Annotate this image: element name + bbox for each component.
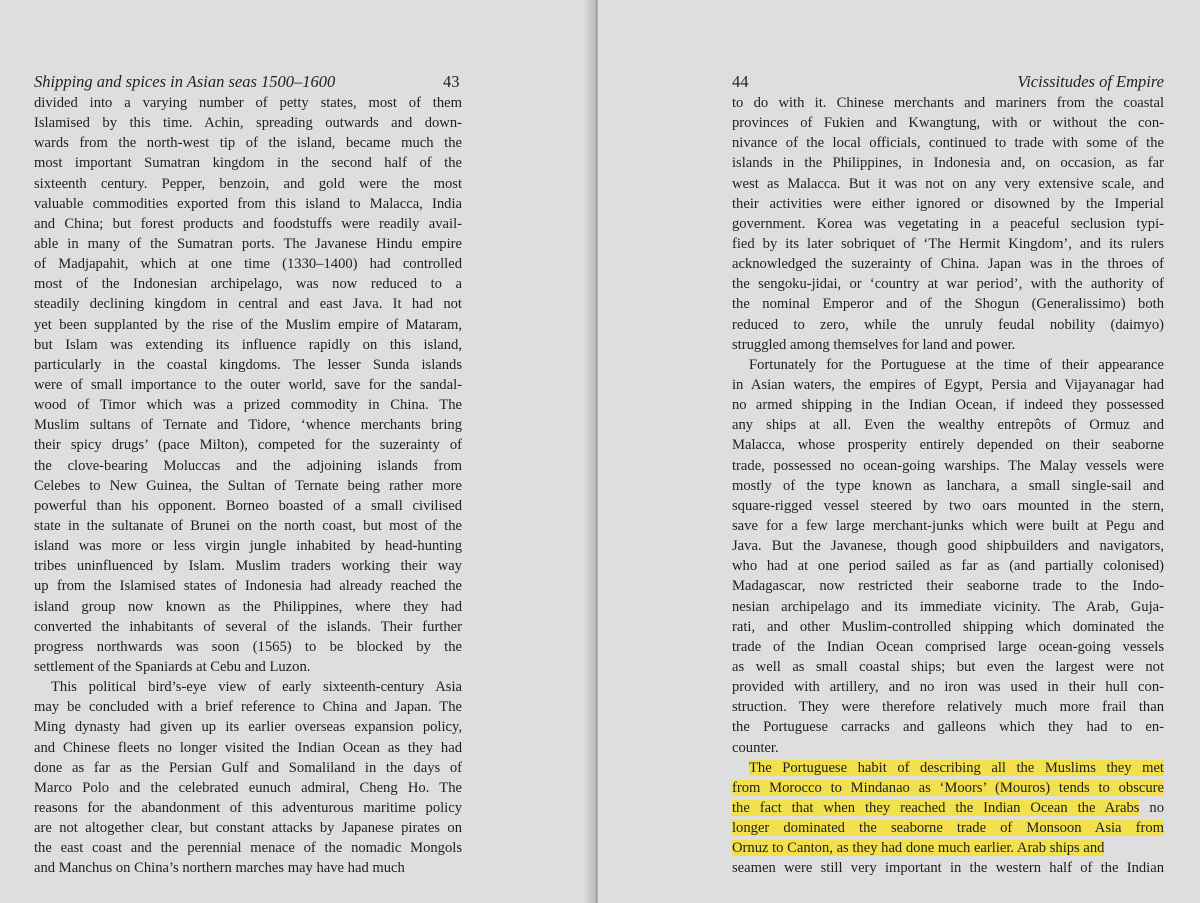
right-page-line: Java. But the Javanese, though good shipbuilders and navigators, [732, 538, 1164, 555]
left-page-line: done as far as the Persian Gulf and Somaliland in the days of [34, 759, 462, 776]
left-page-line: may be concluded with a brief reference to China and Japan. The [34, 699, 462, 716]
left-page-line: island was more or less virgin jungle inhabited by head-hunting [34, 538, 462, 555]
right-page-line: square-rigged vessel steered by two oars mounted in the stern, [732, 497, 1164, 514]
left-page-line: yet been supplanted by the rise of the Muslim empire of Mataram, [34, 316, 462, 333]
left-page-line: powerful than his opponent. Borneo boasted of a small civilised [34, 497, 462, 514]
left-page-line: Ming dynasty had given up its earlier overseas expansion policy, [34, 719, 462, 736]
right-page-line: to do with it. Chinese merchants and mariners from the coastal [732, 95, 1164, 111]
right-page-line: the Portuguese carracks and galleons which they had to en- [732, 719, 1164, 736]
left-page-line: wards from the north-west tip of the island, became much the [34, 135, 462, 152]
left-page-line: settlement of the Spaniards at Cebu and Luzon. [34, 658, 311, 675]
left-page-line: reasons for the abandonment of this adventurous maritime policy [34, 799, 462, 816]
left-page-line: Marco Polo and the celebrated eunuch admiral, Cheng Ho. The [34, 779, 462, 796]
right-page-line: any ships at all. Even the wealthy entrepôts of Ormuz and [732, 417, 1164, 434]
right-page-line: islands in the Philippines, in Indonesia and, on occasion, as far [732, 155, 1164, 172]
left-page-line: This political bird’s-eye view of early sixteenth-century Asia [51, 679, 462, 696]
left-page-line: converted the inhabitants of several of the islands. Their further [34, 618, 462, 635]
right-page [598, 0, 1200, 903]
left-page-line: wood of Timor which was a prized commodity in China. The [34, 397, 462, 414]
left-page-line: the east coast and the perennial menace of the nomadic Mongols [34, 840, 462, 857]
right-page-line: Ornuz to Canton, as they had done much earlier. Arab ships and [732, 840, 1105, 857]
right-page-line: longer dominated the seaborne trade of Monsoon Asia from [732, 820, 1164, 837]
right-page-line: nesian archipelago and its immediate vicinity. The Arab, Guja- [732, 598, 1164, 615]
left-page-line: steadily declining kingdom in central and east Java. It had not [34, 296, 462, 313]
right-page-line: the fact that when they reached the Indian Ocean the Arabs no [732, 799, 1164, 816]
left-page-line: but Islam was extending its influence rapidly on this island, [34, 336, 462, 353]
left-page-line: and China; but forest products and foodstuffs were readily avail- [34, 215, 462, 232]
left-page-line: able in many of the Sumatran ports. The Javanese Hindu empire [34, 235, 462, 252]
right-page-line: rati, and other Muslim-controlled shipping which dominated the [732, 618, 1164, 635]
right-page-line: fied by its later sobriquet of ‘The Hermit Kingdom’, and its rulers [732, 235, 1164, 252]
left-page-line: and Manchus on China’s northern marches may have had much [34, 860, 405, 877]
right-page-number: 44 [732, 72, 749, 91]
left-page-line: up from the Islamised states of Indonesia had already reached the [34, 578, 462, 595]
right-page-line: provided with artillery, and no iron was used in their hull con- [732, 679, 1164, 696]
right-page-line: the sengoku-jidai, or ‘country at war period’, with the authority of [732, 276, 1164, 293]
right-page-line: trade of the Indian Ocean comprised large ocean-going vessels [732, 638, 1164, 655]
left-page-line: their spicy drugs’ (pace Milton), competed for the suzerainty of [34, 437, 462, 454]
right-page-line: nivance of the local officials, continued to trade with some of the [732, 135, 1164, 152]
right-page-line: from Morocco to Mindanao as ‘Moors’ (Mouros) tends to obscure [732, 779, 1164, 796]
right-page-line: as well as small coastal ships; but even the largest were not [732, 658, 1164, 675]
right-page-line: no armed shipping in the Indian Ocean, if indeed they possessed [732, 397, 1164, 414]
right-page-line: Malacca, whose prosperity entirely depended on their seaborne [732, 437, 1164, 454]
left-page-line: Muslim sultans of Ternate and Tidore, ‘whence merchants bring [34, 417, 462, 434]
right-page-line: struction. They were therefore relatively much more frail than [732, 699, 1164, 716]
right-page-body [732, 93, 1164, 878]
left-page-line: state in the sultanate of Brunei on the north coast, but most of the [34, 517, 462, 534]
right-page-line: seamen were still very important in the western half of the Indian [732, 860, 1164, 877]
right-page-line: acknowledged the suzerainty of China. Japan was in the throes of [732, 256, 1164, 273]
left-page-line: and Chinese fleets no longer visited the Indian Ocean as they had [34, 739, 462, 756]
left-running-head: Shipping and spices in Asian seas 1500–1600 [34, 72, 336, 91]
left-page-line: island group now known as the Philippines, where they had [34, 598, 462, 615]
right-running-head: Vicissitudes of Empire [1017, 72, 1164, 91]
left-page-body [34, 93, 462, 878]
right-page-line: struggled among themselves for land and power. [732, 336, 1016, 353]
right-page-line: the nominal Emperor and of the Shogun (Generalissimo) both [732, 296, 1164, 313]
right-page-line: in Asian waters, the empires of Egypt, Persia and Vijayanagar had [732, 376, 1164, 393]
right-page-line: Madagascar, now restricted their seaborne trade to the Indo- [732, 578, 1164, 595]
left-page-number: 43 [443, 72, 460, 91]
right-page-line: save for a few large merchant-junks which were built at Pegu and [732, 517, 1164, 534]
right-page-line: trade, possessed no ocean-going warships. The Malay vessels were [732, 457, 1164, 474]
right-page-line: their activities were either ignored or disowned by the Imperial [732, 195, 1164, 212]
left-page-line: the clove-bearing Moluccas and the adjoining islands from [34, 457, 462, 474]
right-page-line: west as Malacca. But it was not on any very extensive scale, and [732, 175, 1164, 192]
right-page-line: Fortunately for the Portuguese at the time of their appearance [749, 356, 1164, 373]
left-page-line: Islamised by this time. Achin, spreading outwards and down- [34, 115, 462, 132]
right-running-head-row [732, 72, 1164, 94]
right-page-line: The Portuguese habit of describing all the Muslims they met [749, 759, 1164, 776]
left-page-line: progress northwards was soon (1565) to be blocked by the [34, 638, 462, 655]
right-page-line: counter. [732, 739, 779, 756]
left-page-line: valuable commodities exported from this island to Malacca, India [34, 195, 462, 212]
left-page-line: tribes uninfluenced by Islam. Muslim traders working their way [34, 558, 462, 575]
right-page-line: mostly of the type known as lanchara, a small single-sail and [732, 477, 1164, 494]
left-page-line: are not altogether clear, but constant attacks by Japanese pirates on [34, 820, 462, 837]
left-page [0, 0, 598, 903]
left-page-line: of Madjapahit, which at one time (1330–1400) had controlled [34, 256, 462, 273]
left-page-line: Celebes to New Guinea, the Sultan of Ternate being rather more [34, 477, 462, 494]
left-page-line: most important Sumatran kingdom in the second half of the [34, 155, 462, 172]
right-page-line: government. Korea was vegetating in a peaceful seclusion typi- [732, 215, 1164, 232]
left-page-line: sixteenth century. Pepper, benzoin, and gold were the most [34, 175, 462, 192]
left-page-line: particularly in the coastal kingdoms. The lesser Sunda islands [34, 356, 462, 373]
right-page-line: who had at one period sailed as far as (and partially colonised) [732, 558, 1164, 575]
left-page-line: most of the Indonesian archipelago, was now reduced to a [34, 276, 462, 293]
left-running-head-row [34, 72, 462, 94]
right-page-line: reduced to zero, while the unruly feudal nobility (daimyo) [732, 316, 1164, 333]
left-page-line: were of small importance to the outer world, save for the sandal- [34, 376, 462, 393]
right-page-line: provinces of Fukien and Kwangtung, with or without the con- [732, 115, 1164, 132]
left-page-line: divided into a varying number of petty states, most of them [34, 95, 462, 111]
